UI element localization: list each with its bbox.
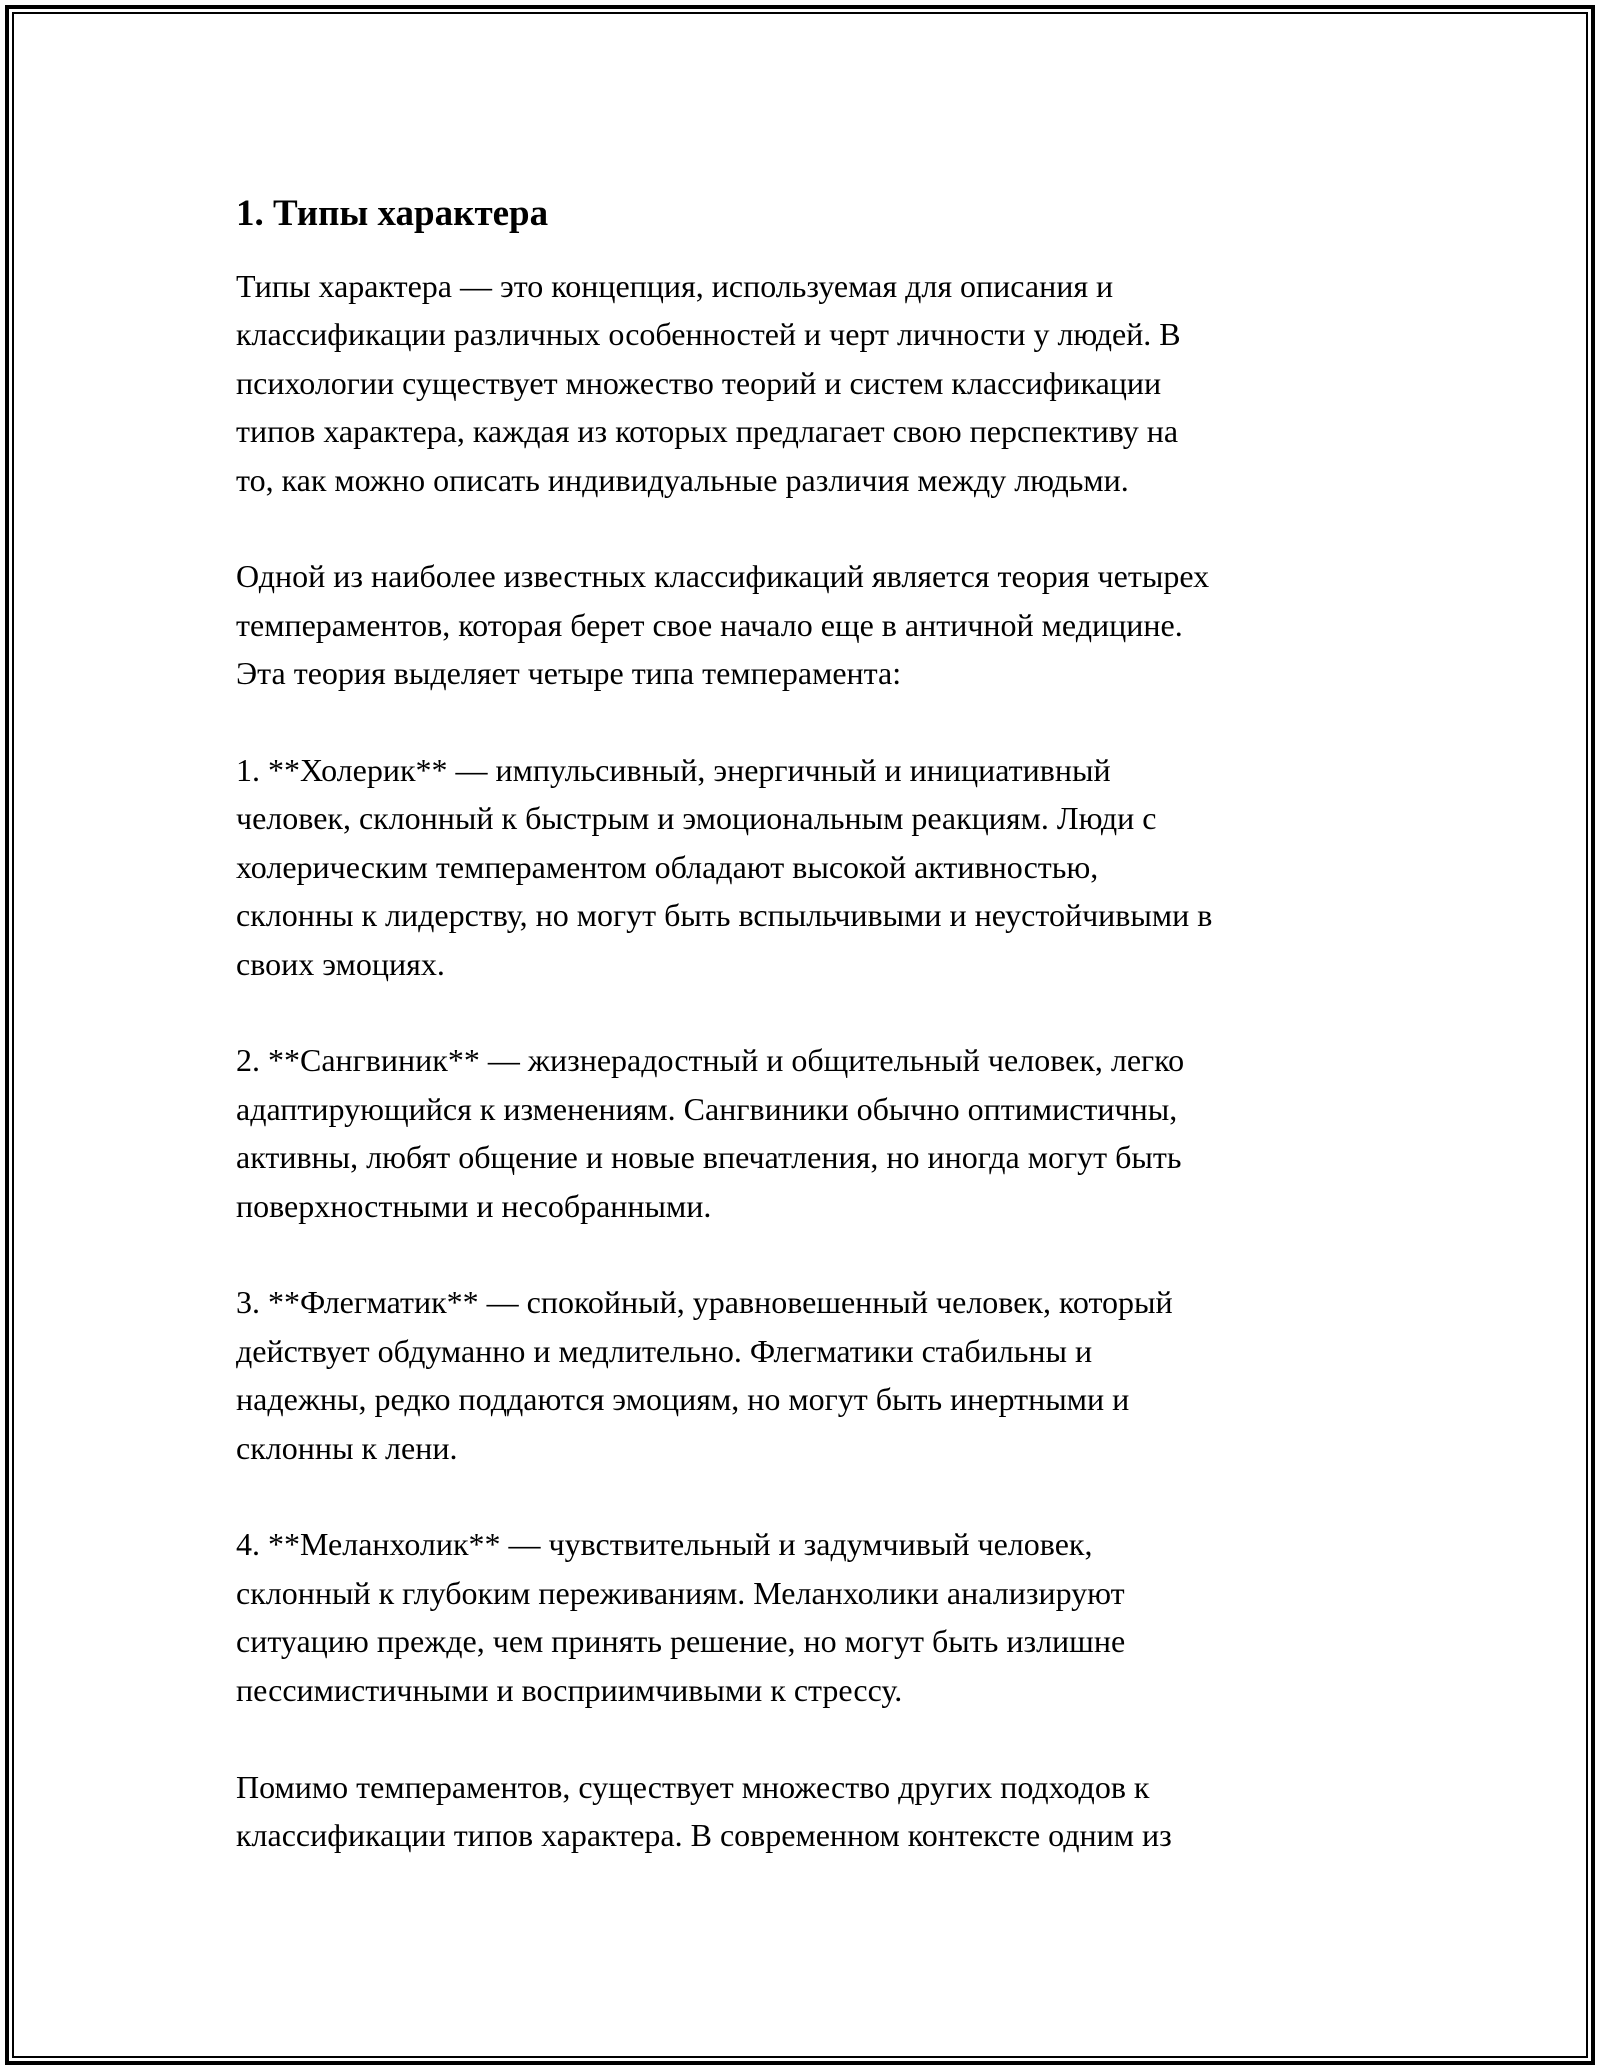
- paragraph-temperaments: Одной из наиболее известных классификаций является теория четырех темпераментов, которая берет свое начало еще в античной медицине. Эта теория выделяет четыре типа темперамента:: [236, 558, 1210, 692]
- paragraph-spacer: [236, 1714, 1386, 1762]
- list-item-phlegmatic: 3. **Флегматик** — спокойный, уравновешенный человек, который действует обдуманно и медлительно. Флегматики стабильны и надежны, редко поддаются эмоциям, но могут быть инертными и склонны к лени.: [236, 1284, 1173, 1466]
- document-body: [236, 186, 1386, 1859]
- paragraph-spacer: [236, 698, 1386, 746]
- paragraph-spacer: [236, 1230, 1386, 1278]
- paragraph-spacer: [236, 988, 1386, 1036]
- paragraph-intro: Типы характера — это концепция, используемая для описания и классификации различных особенностей и черт личности у людей. В психологии существует множество теорий и систем классификации типов характера, каждая из которых предлагает свою перспективу на то, как можно описать индивидуальные различия между людьми.: [236, 268, 1181, 498]
- list-item-sanguine: 2. **Сангвиник** — жизнерадостный и общительный человек, легко адаптирующийся к изменениям. Сангвиники обычно оптимистичны, активны, любят общение и новые впечатления, но иногда могут быть поверхностными и несобранными.: [236, 1042, 1185, 1224]
- section-heading: 1. Типы характера: [236, 193, 549, 234]
- list-item-melancholic: 4. **Меланхолик** — чувствительный и задумчивый человек, склонный к глубоким переживаниям. Меланхолики анализируют ситуацию прежде, чем принять решение, но могут быть излишне пессимистичными и восприимчивыми к стрессу.: [236, 1526, 1126, 1708]
- paragraph-spacer: [236, 504, 1386, 552]
- list-item-choleric: 1. **Холерик** — импульсивный, энергичный и инициативный человек, склонный к быстрым и эмоциональным реакциям. Люди с холерическим темпераментом обладают высокой активностью, склонны к лидерству, но могут быть вспыльчивыми и неустойчивыми в своих эмоциях.: [236, 752, 1213, 982]
- paragraph-other-approaches: Помимо темпераментов, существует множество других подходов к классификации типов характера. В современном контексте одним из: [236, 1768, 1172, 1853]
- paragraph-spacer: [236, 1472, 1386, 1520]
